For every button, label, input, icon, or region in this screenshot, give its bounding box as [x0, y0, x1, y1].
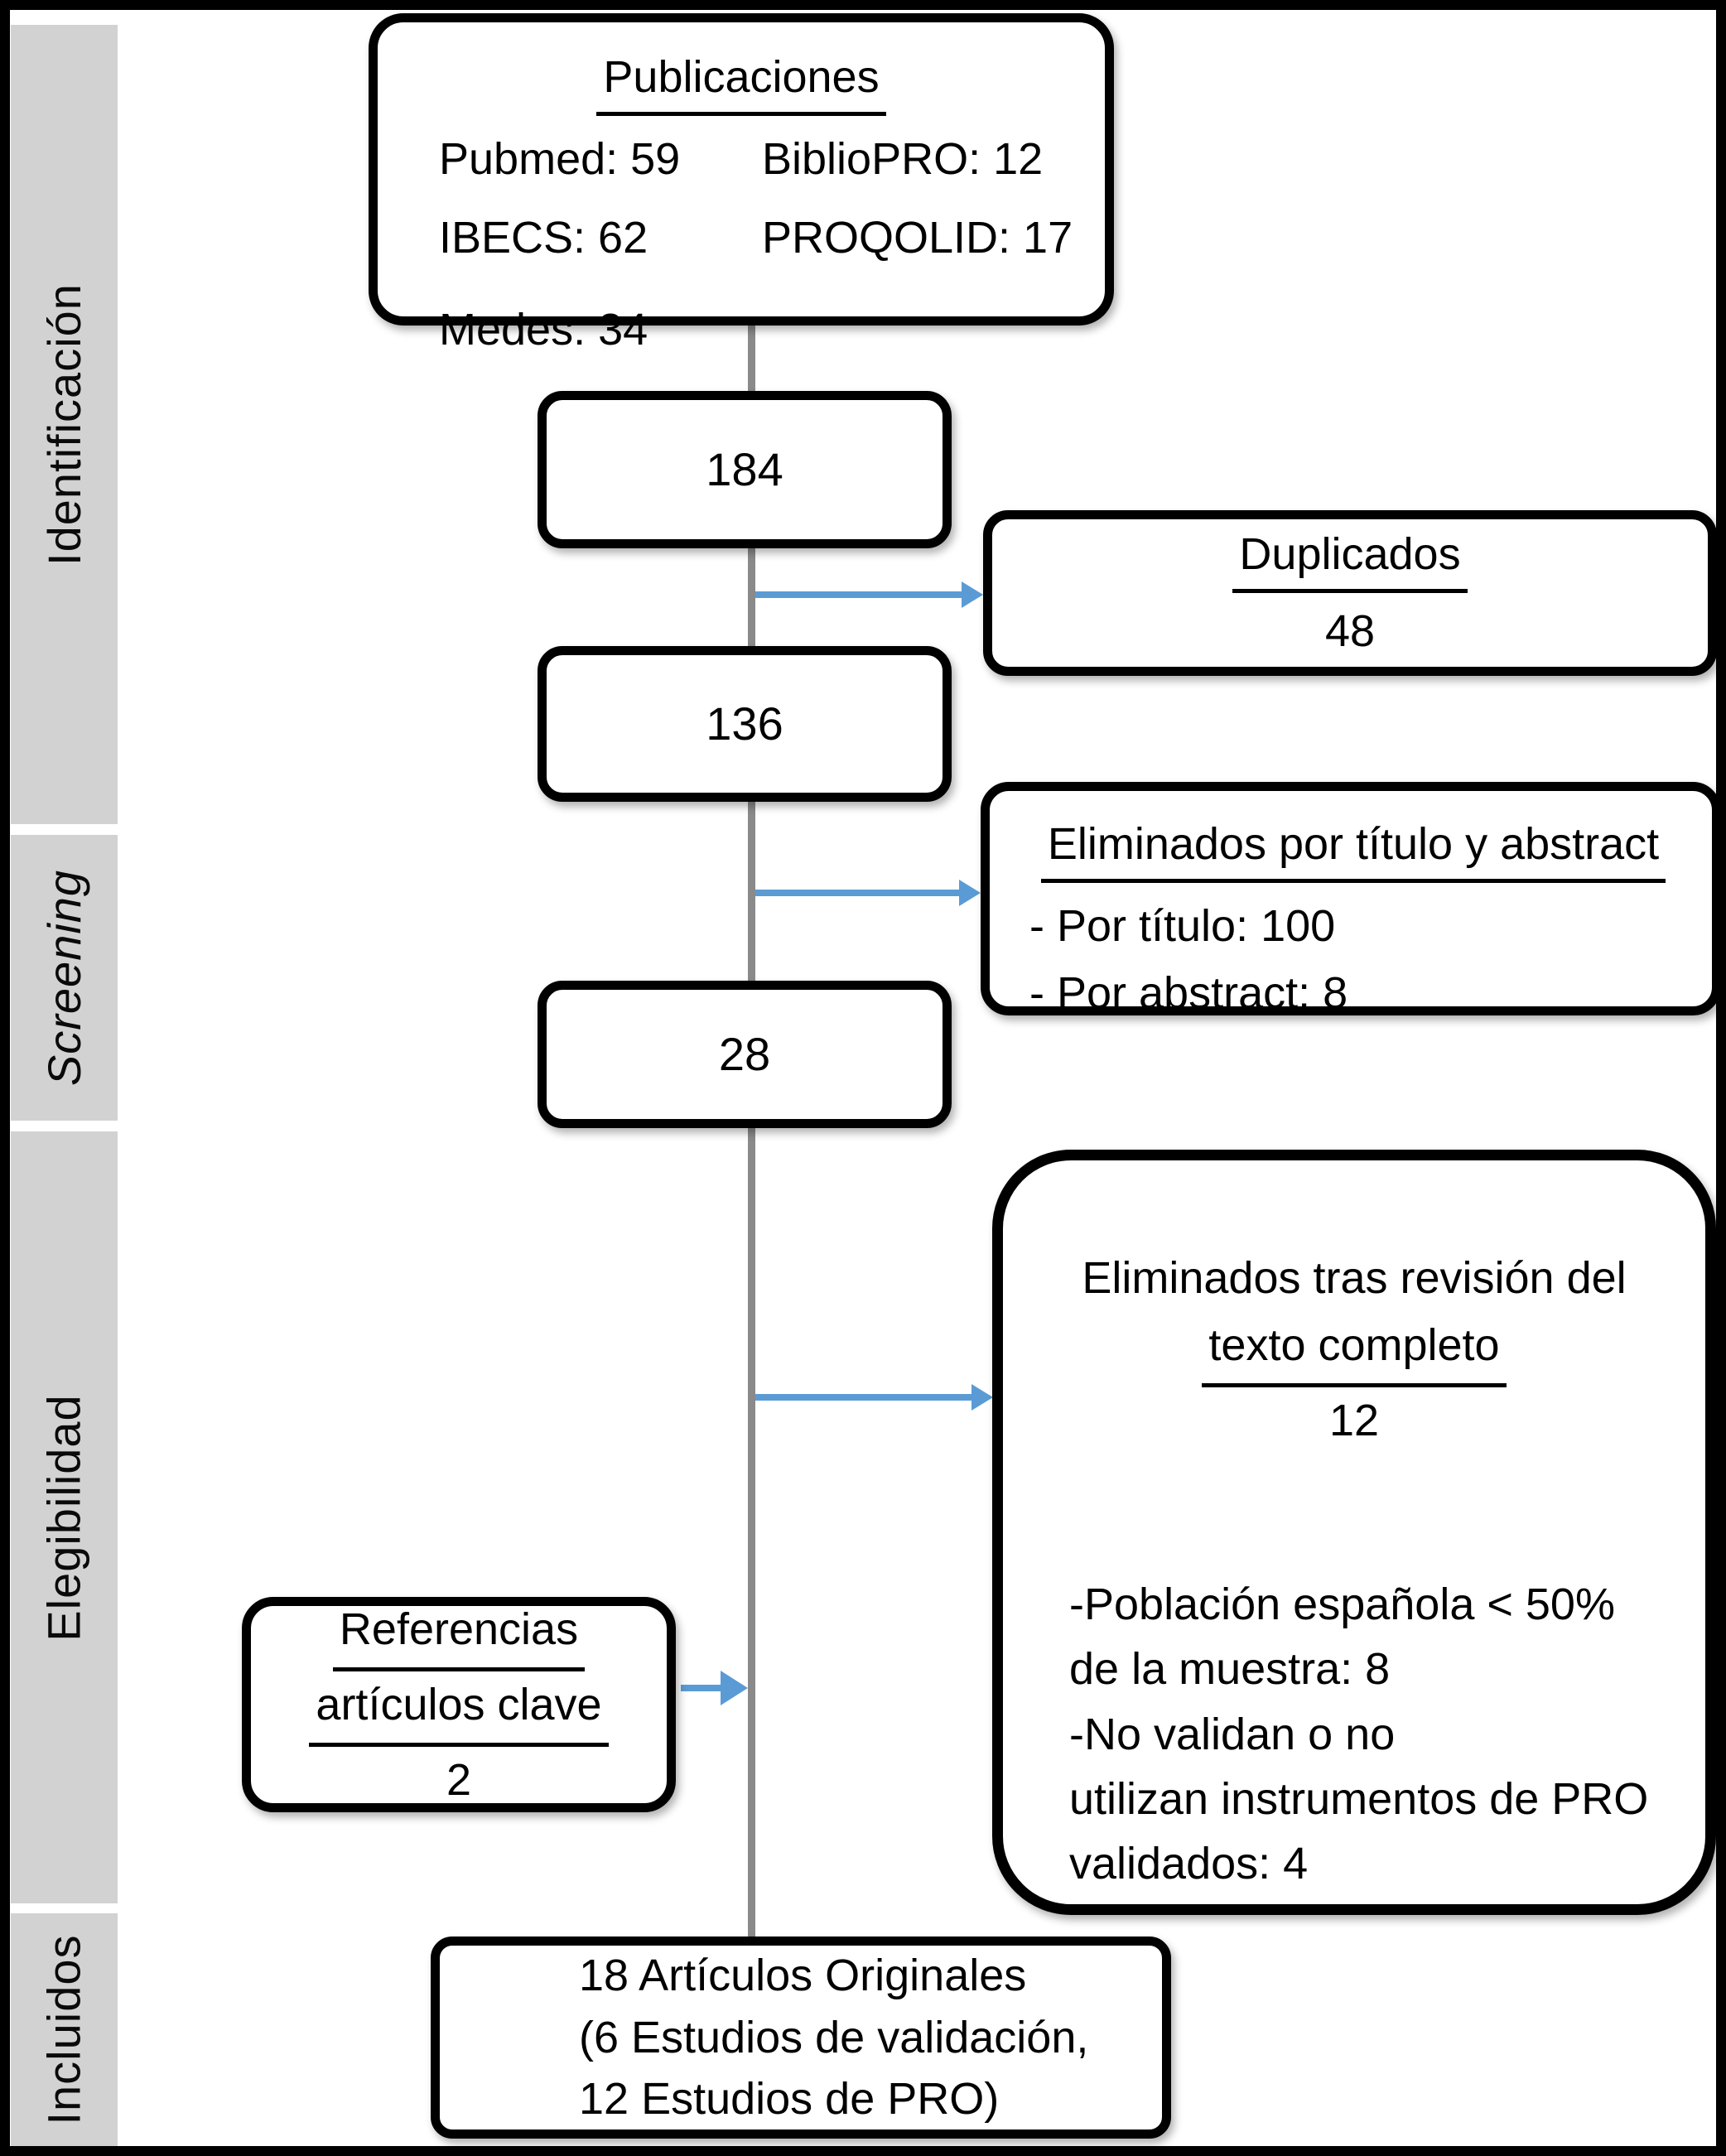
fulltext-title-line2-text: texto completo: [1202, 1312, 1506, 1387]
fulltext-exclusion-count: 12: [1328, 1396, 1380, 1445]
key-references-line1-text: Referencias: [333, 1596, 585, 1671]
exclusion-item-abstract: - Por abstract: 8: [1029, 967, 1348, 1018]
included-line2: (6 Estudios de validación,: [579, 2012, 1089, 2062]
records-identified-count: 184: [706, 443, 783, 496]
reason-line: utilizan instrumentos de PRO: [1069, 1773, 1649, 1824]
publications-grid-spacer: [762, 300, 1080, 360]
records-screened-count: 28: [718, 1028, 771, 1081]
key-references-line2-text: artículos clave: [309, 1671, 608, 1747]
stage-label-incluidos: Incluidos: [38, 1934, 90, 2125]
flow-vertical-line: [748, 325, 755, 1941]
arrow-head: [959, 880, 981, 906]
arrow-head: [971, 1384, 993, 1411]
publication-count-pubmed: Pubmed: 59: [439, 133, 681, 184]
arrow-head: [962, 581, 983, 608]
fulltext-exclusion-reasons: [1003, 1572, 1705, 1896]
title-abstract-exclusion-title-text: Eliminados por título y abstract: [1041, 814, 1666, 883]
publication-count-medes: Medes: 34: [439, 304, 648, 355]
included-line1: 18 Artículos Originales: [579, 1951, 1027, 2001]
stage-bar-identificacion: [11, 25, 118, 824]
stage-bar-elegibilidad: [11, 1131, 118, 1903]
records-identified-box: [538, 391, 952, 548]
key-references-count: 2: [446, 1754, 472, 1805]
duplicates-arrow-icon: [755, 576, 983, 614]
publications-title: Publicaciones: [596, 47, 885, 116]
fulltext-exclusion-box: [992, 1150, 1716, 1915]
publications-box: [369, 13, 1114, 355]
arrow-shaft: [755, 890, 959, 896]
title-abstract-exclusion-box: [981, 782, 1721, 1018]
stage-label-screening: Screening: [38, 869, 91, 1087]
references-arrow-icon: [681, 1669, 748, 1707]
arrow-shaft: [755, 591, 962, 598]
title-abstract-arrow-icon: [755, 874, 981, 912]
arrow-shaft: [755, 1394, 971, 1401]
stage-label-elegibilidad: Elegibilidad: [38, 1393, 90, 1642]
arrow-head: [721, 1671, 748, 1705]
key-references-line2: [309, 1671, 608, 1747]
publication-count-proqolid: PROQOLID: 17: [762, 212, 1073, 263]
stage-bar-incluidos: [11, 1913, 118, 2146]
publication-count-ibecs: IBECS: 62: [439, 212, 648, 263]
stage-label-identificacion: Identificación: [38, 283, 90, 566]
key-references-line1: [333, 1596, 585, 1671]
duplicates-box: [983, 510, 1717, 676]
arrow-shaft: [681, 1685, 721, 1691]
included-line3: 12 Estudios de PRO): [579, 2074, 1000, 2125]
reason-line: -No validan o no: [1069, 1709, 1396, 1759]
stage-bar-screening: [11, 835, 118, 1121]
fulltext-title-line1: Eliminados tras revisión del: [1082, 1253, 1627, 1303]
duplicates-count: 48: [1324, 606, 1376, 656]
records-screened-box: [538, 981, 952, 1128]
publications-grid: [378, 129, 1105, 360]
exclusion-item-title: - Por título: 100: [1029, 900, 1336, 951]
reason-line: validados: 4: [1069, 1839, 1309, 1889]
duplicates-title: Duplicados: [1232, 524, 1467, 593]
fulltext-title-line2: [1082, 1312, 1626, 1387]
key-references-box: [242, 1597, 676, 1812]
reason-line: de la muestra: 8: [1069, 1644, 1391, 1695]
fulltext-arrow-icon: [755, 1378, 993, 1416]
reason-line: -Población española < 50%: [1069, 1580, 1615, 1629]
title-abstract-exclusion-title: [1018, 814, 1689, 883]
records-after-duplicates-box: [538, 646, 952, 802]
records-after-duplicates-count: 136: [706, 697, 783, 750]
publication-count-bibliopro: BiblioPRO: 12: [762, 133, 1044, 184]
fulltext-exclusion-title: [1082, 1245, 1626, 1454]
included-articles-box: [431, 1937, 1171, 2139]
